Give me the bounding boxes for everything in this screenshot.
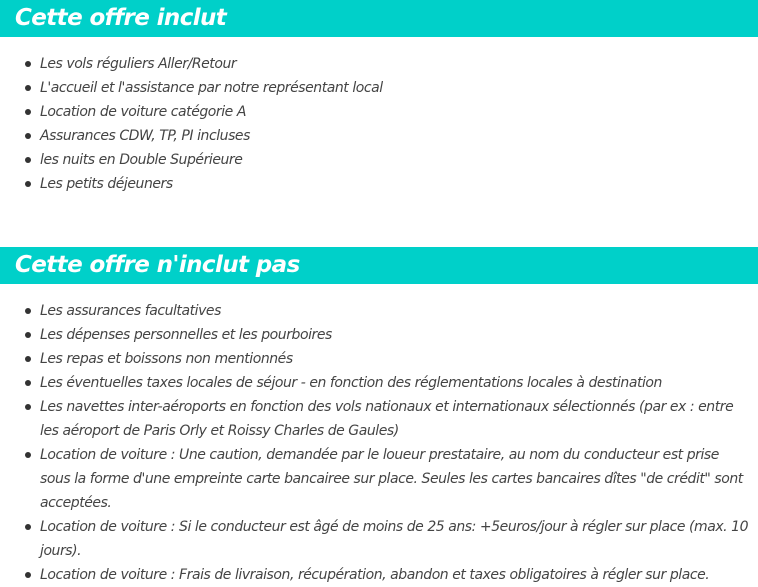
included-section-title: Cette offre inclut: [15, 5, 227, 31]
list-item: Location de voiture catégorie A: [0, 100, 758, 124]
bullet-icon: [25, 61, 31, 67]
list-item: Les dépenses personnelles et les pourboires: [0, 323, 758, 347]
bullet-icon: [25, 452, 31, 458]
bullet-icon: [25, 133, 31, 139]
bullet-icon: [25, 85, 31, 91]
bullet-icon: [25, 181, 31, 187]
list-item: Assurances CDW, TP, PI incluses: [0, 124, 758, 148]
list-item: les nuits en Double Supérieure: [0, 148, 758, 172]
bullet-icon: [25, 157, 31, 163]
bullet-icon: [25, 332, 31, 338]
not-included-section-title: Cette offre n'inclut pas: [15, 252, 300, 278]
included-section-header: [0, 0, 758, 37]
list-item: Les éventuelles taxes locales de séjour - en fonction des réglementations locales à destination: [0, 371, 758, 395]
bullet-icon: [25, 109, 31, 115]
list-item: Location de voiture : Une caution, demandée par le loueur prestataire, au nom du conducteur est prise sous la forme d'une empreinte carte bancairee sur place. Seules les cartes bancaires dîtes "de crédit" sont acceptées.: [0, 443, 758, 515]
list-item: Les assurances facultatives: [0, 299, 758, 323]
list-item: L'accueil et l'assistance par notre représentant local: [0, 76, 758, 100]
bullet-icon: [25, 380, 31, 386]
list-item: Les repas et boissons non mentionnés: [0, 347, 758, 371]
bullet-icon: [25, 356, 31, 362]
list-item: Les navettes inter-aéroports en fonction des vols nationaux et internationaux sélectionnés (par ex : entre les aéroport de Paris Orly et Roissy Charles de Gaules): [0, 395, 758, 443]
not-included-section-header: [0, 247, 758, 284]
list-item: Location de voiture : Si le conducteur est âgé de moins de 25 ans: +5euros/jour à régler sur place (max. 10 jours).: [0, 515, 758, 563]
bullet-icon: [25, 404, 31, 410]
list-item: Location de voiture : Frais de livraison, récupération, abandon et taxes obligatoires à régler sur place.: [0, 563, 758, 587]
included-list: [0, 52, 758, 196]
list-item: Les petits déjeuners: [0, 172, 758, 196]
bullet-icon: [25, 308, 31, 314]
bullet-icon: [25, 524, 31, 530]
list-item: Les vols réguliers Aller/Retour: [0, 52, 758, 76]
bullet-icon: [25, 572, 31, 578]
not-included-list: [0, 299, 758, 587]
